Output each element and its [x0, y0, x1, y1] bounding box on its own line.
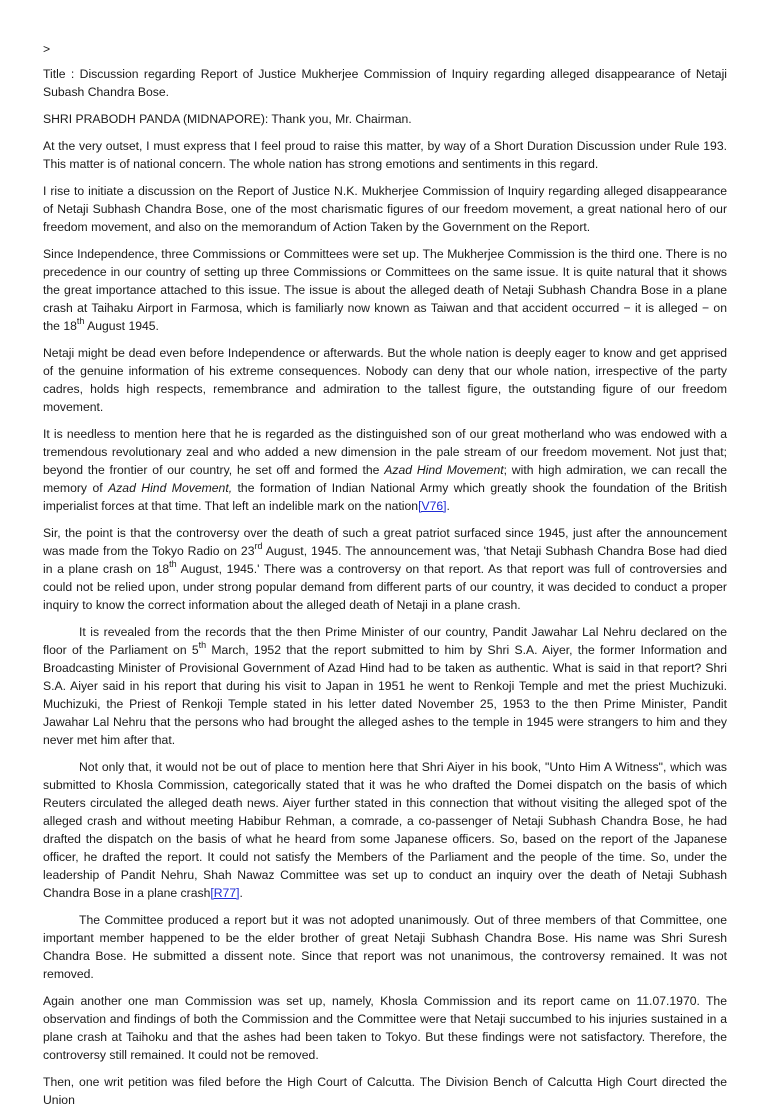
paragraph-1: At the very outset, I must express that I feel proud to raise this matter, by way of a Short Duration Discussion under Rule 193. This matter is of national concern. The whole nation has strong emotions and sentiments in this regard.: [43, 139, 727, 171]
paragraph-6: Sir, the point is that the controversy over the death of such a great patriot surfaced since 1945, just after the announcement was made from the Tokyo Radio on 23rd August, 1945. The announcement was, 'that Netaji Subhash Chandra Bose had died in a plane crash on 18th August, 1945.' There was a controversy on that report. As that report was full of controversies and could not be relied upon, under strong popular demand from different parts of our country, it was decided to conduct a proper inquiry to know the correct information about the alleged death of Netaji in a plane crash.: [43, 526, 727, 612]
marker-text: >: [43, 42, 51, 56]
ref-link-r77[interactable]: [R77]: [210, 886, 240, 900]
paragraph-11: Then, one writ petition was filed before the High Court of Calcutta. The Division Bench of Calcutta High Court directed the Union: [43, 1075, 727, 1107]
paragraph-2: I rise to initiate a discussion on the Report of Justice N.K. Mukherjee Commission of Inquiry regarding alleged disappearance of Netaji Subhash Chandra Bose, one of the most charismatic figures of our freedom movement, a great national hero of our freedom movement, and also on the memorandum of Action Taken by the Government on the Report.: [43, 184, 727, 234]
paragraph-8: Not only that, it would not be out of place to mention here that Shri Aiyer in his book, "Unto Him A Witness", which was submitted to Khosla Commission, categorically stated that it was he who drafted the Domei dispatch on the basis of which Reuters circulated the alleged death news. Aiyer further stated in this connection that without visiting the alleged spot of the alleged crash and without meeting Habibur Rehman, a comrade, a co-passenger of Netaji Subhash Chandra Bose, he had drafted the dispatch on the basis of what he heard from some Japanese officers. So, based on the report of the Japanese officer, he drafted the report. It could not satisfy the Members of the Parliament and the people of the time. So, under the leadership of Pandit Nehru, Shah Nawaz Committee was set up to conduct an inquiry over the death of Netaji Subhash Chandra Bose in a plane crash[R77].: [43, 760, 727, 900]
paragraph-3: Since Independence, three Commissions or Committees were set up. The Mukherjee Commission is the third one. There is no precedence in our country of setting up three Commissions or Committees on the same issue. It is quite natural that it shows the great importance attached to this issue. The issue is about the alleged death of Netaji Subhash Chandra Bose in a plane crash at Taihaku Airport in Farmosa, which is familiarly now known as Taiwan and that accident occurred − it is alleged − on the 18th August 1945.: [43, 247, 727, 333]
paragraph-9: The Committee produced a report but it was not adopted unanimously. Out of three members of that Committee, one important member happened to be the elder brother of great Netaji Subhash Chandra Bose. His name was Shri Suresh Chandra Bose. He submitted a dissent note. Since that report was not unanimous, the controversy remained. It was not removed.: [43, 913, 727, 981]
speaker-line: SHRI PRABODH PANDA (MIDNAPORE): Thank you, Mr. Chairman.: [43, 112, 412, 126]
paragraph-10: Again another one man Commission was set up, namely, Khosla Commission and its report came on 11.07.1970. The observation and findings of both the Commission and the Committee were that Netaji succumbed to his injuries sustained in a plane crash at Taihoku and that the ashes had been taken to Tokyo. But these findings were not satisfactory. Therefore, the controversy still remained. It could not be removed.: [43, 994, 727, 1062]
ref-link-v76[interactable]: [V76]: [418, 499, 447, 513]
title-line: Title : Discussion regarding Report of Justice Mukherjee Commission of Inquiry regarding alleged disappearance of Netaji Subash Chandra Bose.: [43, 67, 727, 99]
paragraph-5: It is needless to mention here that he is regarded as the distinguished son of our great motherland who was endowed with a tremendous revolutionary zeal and who added a new dimension in the pale stream of our freedom movement. Not just that; beyond the frontier of our country, he set off and formed the Azad Hind Movement; with high admiration, we can recall the memory of Azad Hind Movement, the formation of Indian National Army which greatly shook the foundation of the British imperialist forces at that time. That left an indelible mark on the nation[V76].: [43, 427, 728, 513]
paragraph-4: Netaji might be dead even before Independence or afterwards. But the whole nation is deeply eager to know and get apprised of the genuine information of his extreme consequences. Nobody can deny that our whole nation, irrespective of the party cadres, holds high respects, remembrance and admiration to the tallest figure, the outstanding figure of our freedom movement.: [43, 346, 727, 414]
paragraph-7: It is revealed from the records that the then Prime Minister of our country, Pandit Jawahar Lal Nehru declared on the floor of the Parliament on 5th March, 1952 that the report submitted to him by Shri S.A. Aiyer, the former Information and Broadcasting Minister of Provisional Government of Azad Hind had to be taken as authentic. What is said in that report? Shri S.A. Aiyer said in his report that during his visit to Japan in 1951 he went to Renkoji Temple and met the priest Muchizuki. Muchizuki, the Priest of Renkoji Temple stated in his letter dated November 25, 1953 to the then Prime Minister, Pandit Jawahar Lal Nehru that the persons who had brought the alleged ashes to the temple in 1945 were strangers to him and they never met him after that.: [43, 625, 727, 747]
